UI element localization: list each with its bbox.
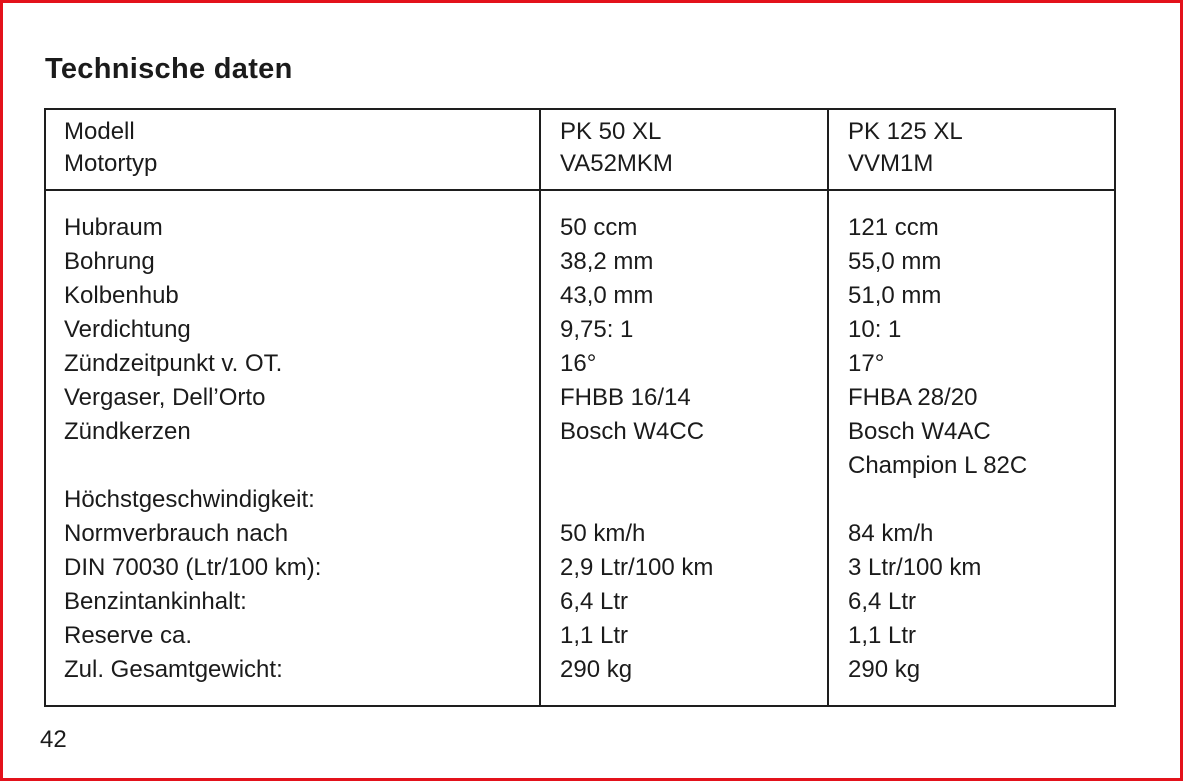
spec-pk50-value: 2,9 Ltr/100 km [560,554,714,581]
header-pk50-column [560,116,673,180]
header-label-column [64,116,157,180]
spec-pk50-value: 290 kg [560,656,633,683]
spec-pk50-value: FHBB 16/14 [560,384,691,411]
spec-pk50-value [560,483,713,517]
spec-pk125-value: Champion L 82C [848,452,1028,479]
spec-pk125-value: 3 Ltr/100 km [848,554,982,581]
spec-label: Zündkerzen [64,418,191,445]
spec-pk125-column [848,211,1027,687]
header-divider [46,189,1114,191]
spec-pk125-value: 6,4 Ltr [848,588,917,615]
spec-pk50-column [560,211,713,687]
spec-label: DIN 70030 (Ltr/100 km): [64,554,322,581]
spec-pk50-value: 9,75: 1 [560,316,634,343]
spec-pk125-value: 84 km/h [848,520,934,547]
spec-pk50-value: 43,0 mm [560,282,654,309]
spec-pk50-value: 50 ccm [560,214,638,241]
column-divider-1 [539,110,541,705]
header-label-model: Modell [64,118,135,145]
spec-pk125-value: FHBA 28/20 [848,384,978,411]
spec-label: Hubraum [64,214,163,241]
column-divider-2 [827,110,829,705]
spec-table [44,108,1116,707]
header-pk125-model: PK 125 XL [848,118,963,145]
spec-pk50-value: Bosch W4CC [560,418,705,445]
header-label-engine-type: Motortyp [64,150,158,177]
header-pk50-model: PK 50 XL [560,118,662,145]
spec-pk50-value: 1,1 Ltr [560,622,629,649]
spec-label: Verdichtung [64,316,191,343]
page-heading: Technische daten [45,53,293,85]
spec-label-column [64,211,321,687]
header-pk125-engine-type: VVM1M [848,150,934,177]
spec-label: Zündzeitpunkt v. OT. [64,350,283,377]
spec-pk50-value: 16° [560,350,597,377]
spec-pk50-value: 38,2 mm [560,248,654,275]
spec-label: Vergaser, Dell’Orto [64,384,266,411]
spec-label [64,449,321,483]
page-number: 42 [40,726,67,753]
spec-pk125-value: 55,0 mm [848,248,942,275]
spec-pk125-value [848,483,1027,517]
header-pk125-column [848,116,963,180]
spec-pk50-value: 50 km/h [560,520,646,547]
spec-pk125-value: 51,0 mm [848,282,942,309]
header-pk50-engine-type: VA52MKM [560,150,673,177]
spec-pk125-value: 1,1 Ltr [848,622,917,649]
spec-label: Reserve ca. [64,622,193,649]
spec-pk125-value: 17° [848,350,885,377]
spec-label: Bohrung [64,248,155,275]
spec-label: Höchstgeschwindigkeit: [64,486,315,513]
spec-label: Kolbenhub [64,282,179,309]
spec-label: Benzintankinhalt: [64,588,247,615]
spec-pk125-value: 10: 1 [848,316,902,343]
spec-label: Normverbrauch nach [64,520,289,547]
spec-pk50-value [560,449,713,483]
spec-pk125-value: 290 kg [848,656,921,683]
spec-pk50-value: 6,4 Ltr [560,588,629,615]
spec-pk125-value: 121 ccm [848,214,939,241]
spec-label: Zul. Gesamtgewicht: [64,656,283,683]
spec-pk125-value: Bosch W4AC [848,418,991,445]
